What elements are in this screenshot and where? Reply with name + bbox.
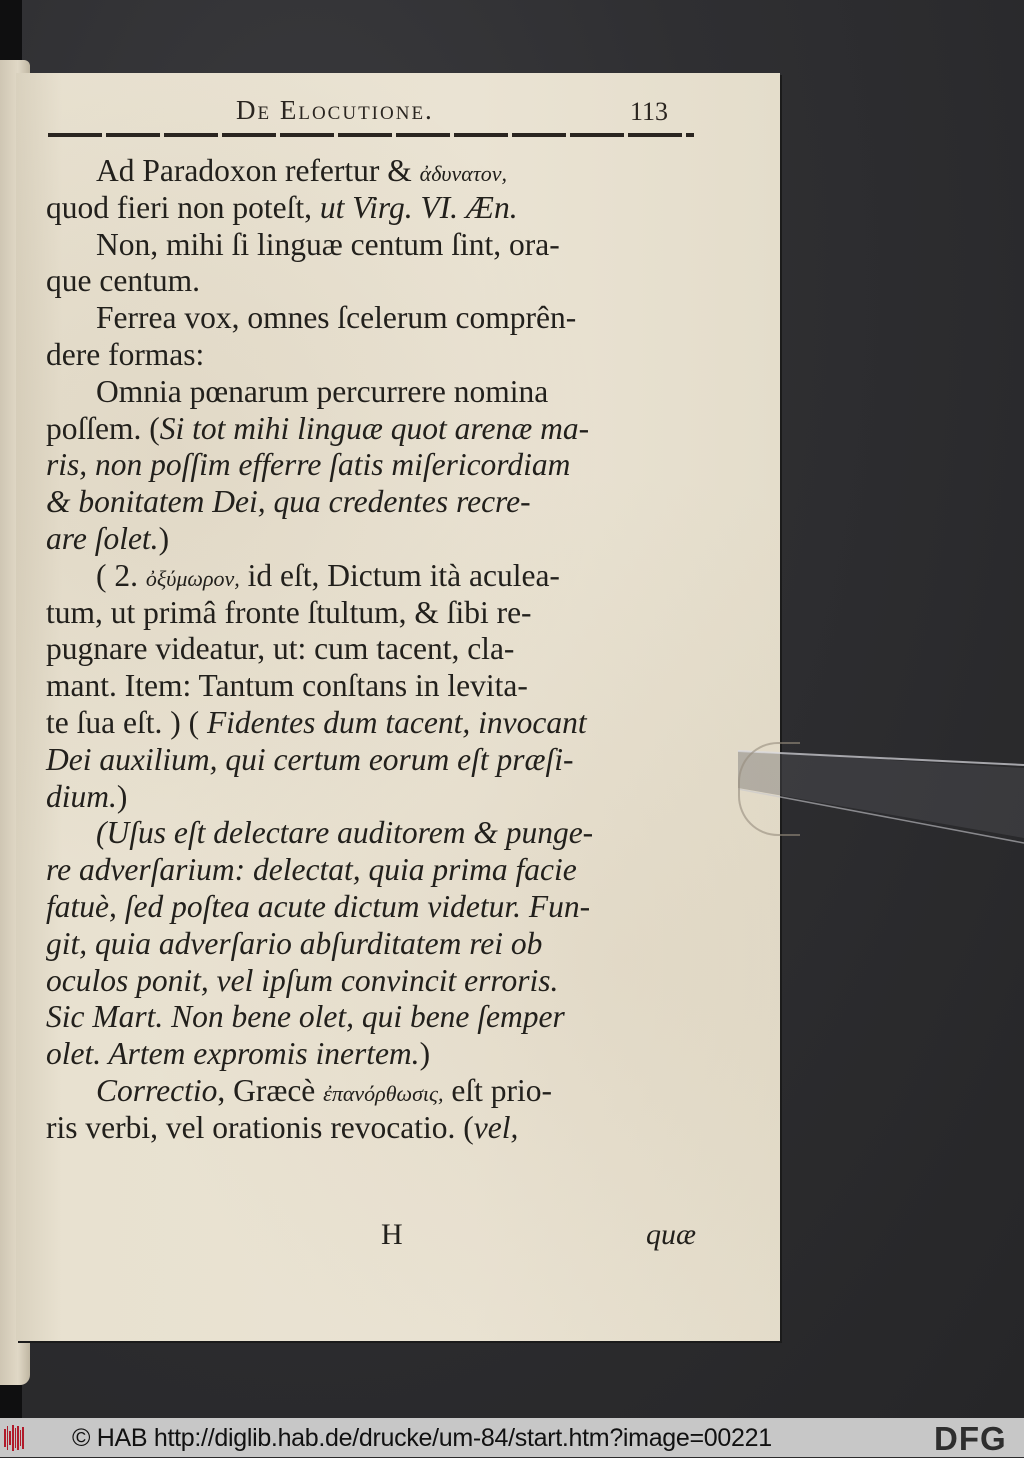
text-line — [46, 374, 696, 411]
text-line — [46, 1110, 696, 1147]
text-line — [46, 595, 696, 632]
roman-text: mant. Item: Tantum conſtans in levita- — [46, 668, 528, 704]
italic-text: Correctio — [96, 1072, 218, 1108]
text-line — [46, 558, 696, 595]
roman-text: pugnare videatur, ut: cum tacent, cla- — [46, 631, 515, 667]
text-line — [46, 668, 696, 705]
italic-text: Dei auxilium, qui certum eorum eſt præſi- — [46, 741, 574, 777]
roman-text: Ad Paradoxon refertur & — [96, 153, 420, 188]
text-line — [46, 705, 696, 742]
italic-text: ris, non poſſim efferre ſatis miſericordiam — [46, 447, 571, 483]
italic-text: dium. — [46, 778, 117, 814]
italic-text: Sic Mart. Non bene olet, qui bene ſemper — [46, 999, 565, 1035]
text-line — [46, 889, 696, 926]
italic-text: vel, — [473, 1109, 519, 1145]
roman-text: Omnia pœnarum percurrere nomina — [96, 373, 549, 409]
roman-text: eſt prio- — [443, 1072, 552, 1108]
italic-text: olet. Artem expromis inertem. — [46, 1036, 420, 1072]
roman-text: te ſua eſt. ) ( — [46, 704, 207, 740]
text-line — [46, 963, 696, 1000]
roman-text: ) — [158, 520, 170, 556]
text-line — [46, 999, 696, 1036]
text-line — [46, 852, 696, 889]
italic-text: (Uſus eſt delectare auditorem & punge- — [96, 815, 594, 851]
dfg-logo-icon: DFG — [934, 1420, 1007, 1457]
roman-text: ) — [116, 778, 128, 814]
text-line — [46, 779, 696, 816]
italic-text: are ſolet. — [46, 520, 159, 556]
text-line — [46, 153, 696, 190]
text-line — [46, 190, 696, 227]
greek-term: ὀξύμωρον, — [145, 565, 240, 591]
text-line — [46, 337, 696, 374]
clip-loop-shadow — [738, 742, 800, 836]
running-head — [196, 95, 756, 135]
italic-text: Si tot mihi linguæ quot arenæ ma- — [159, 410, 590, 446]
text-line — [46, 815, 696, 852]
roman-text: ris verbi, vel orationis revocatio. ( — [46, 1109, 474, 1145]
text-line — [46, 521, 696, 558]
text-line — [46, 263, 696, 300]
text-line — [46, 227, 696, 264]
catchword: quæ — [645, 1218, 696, 1251]
roman-text: Ferrea vox, omnes ſcelerum comprên- — [96, 300, 577, 336]
italic-text: re adverſarium: delectat, quia prima facie — [46, 852, 577, 888]
text-line — [46, 484, 696, 521]
text-line — [46, 300, 696, 337]
running-head-title: De Elocutione. — [236, 95, 434, 125]
text-line — [46, 1036, 696, 1073]
roman-text: dere formas: — [46, 336, 205, 372]
roman-text: que centum. — [46, 263, 200, 299]
text-line — [46, 742, 696, 779]
signature-mark: H — [381, 1218, 403, 1251]
roman-text: quod fieri non poteſt, — [46, 189, 320, 225]
roman-text: , Græcè — [217, 1072, 324, 1108]
page-number: 113 — [630, 97, 669, 126]
page-foot — [46, 1218, 696, 1254]
italic-text: oculos ponit, vel ipſum convincit erroris. — [46, 962, 559, 998]
text-line — [46, 1073, 696, 1110]
italic-text: git, quia adverſario abſurditatem rei ob — [46, 925, 543, 961]
greek-term: ἐπανόρθωσις, — [323, 1080, 444, 1106]
italic-text: ut Virg. VI. Æn. — [319, 189, 518, 225]
roman-text: poſſem. ( — [46, 410, 160, 446]
italic-text: Fidentes dum tacent, invocant — [206, 704, 587, 740]
head-rule — [48, 133, 694, 137]
roman-text: id eſt, Dictum ità aculea- — [239, 557, 560, 593]
roman-text: Non, mihi ſi linguæ centum ſint, ora- — [96, 226, 560, 262]
italic-text: fatuè, ſed poſtea acute dictum videtur. Fun- — [46, 888, 591, 924]
text-line — [46, 926, 696, 963]
roman-text: ) — [419, 1036, 431, 1072]
greek-term: ἀδυνατον, — [419, 161, 507, 186]
roman-text: tum, ut primâ fronte ſtultum, & ſibi re- — [46, 594, 532, 630]
footer-credit-link[interactable]: © HAB http://diglib.hab.de/drucke/um-84/start.htm?image=00221 — [72, 1424, 772, 1452]
italic-text: & bonitatem Dei, qua credentes recre- — [46, 484, 531, 520]
text-line — [46, 631, 696, 668]
hab-barcode-logo-icon — [4, 1424, 24, 1452]
roman-text: ( 2. — [96, 557, 146, 593]
footer-bar — [0, 1418, 1024, 1457]
book-page — [16, 73, 780, 1341]
text-line — [46, 411, 696, 448]
body-text — [46, 153, 696, 1147]
text-line — [46, 447, 696, 484]
